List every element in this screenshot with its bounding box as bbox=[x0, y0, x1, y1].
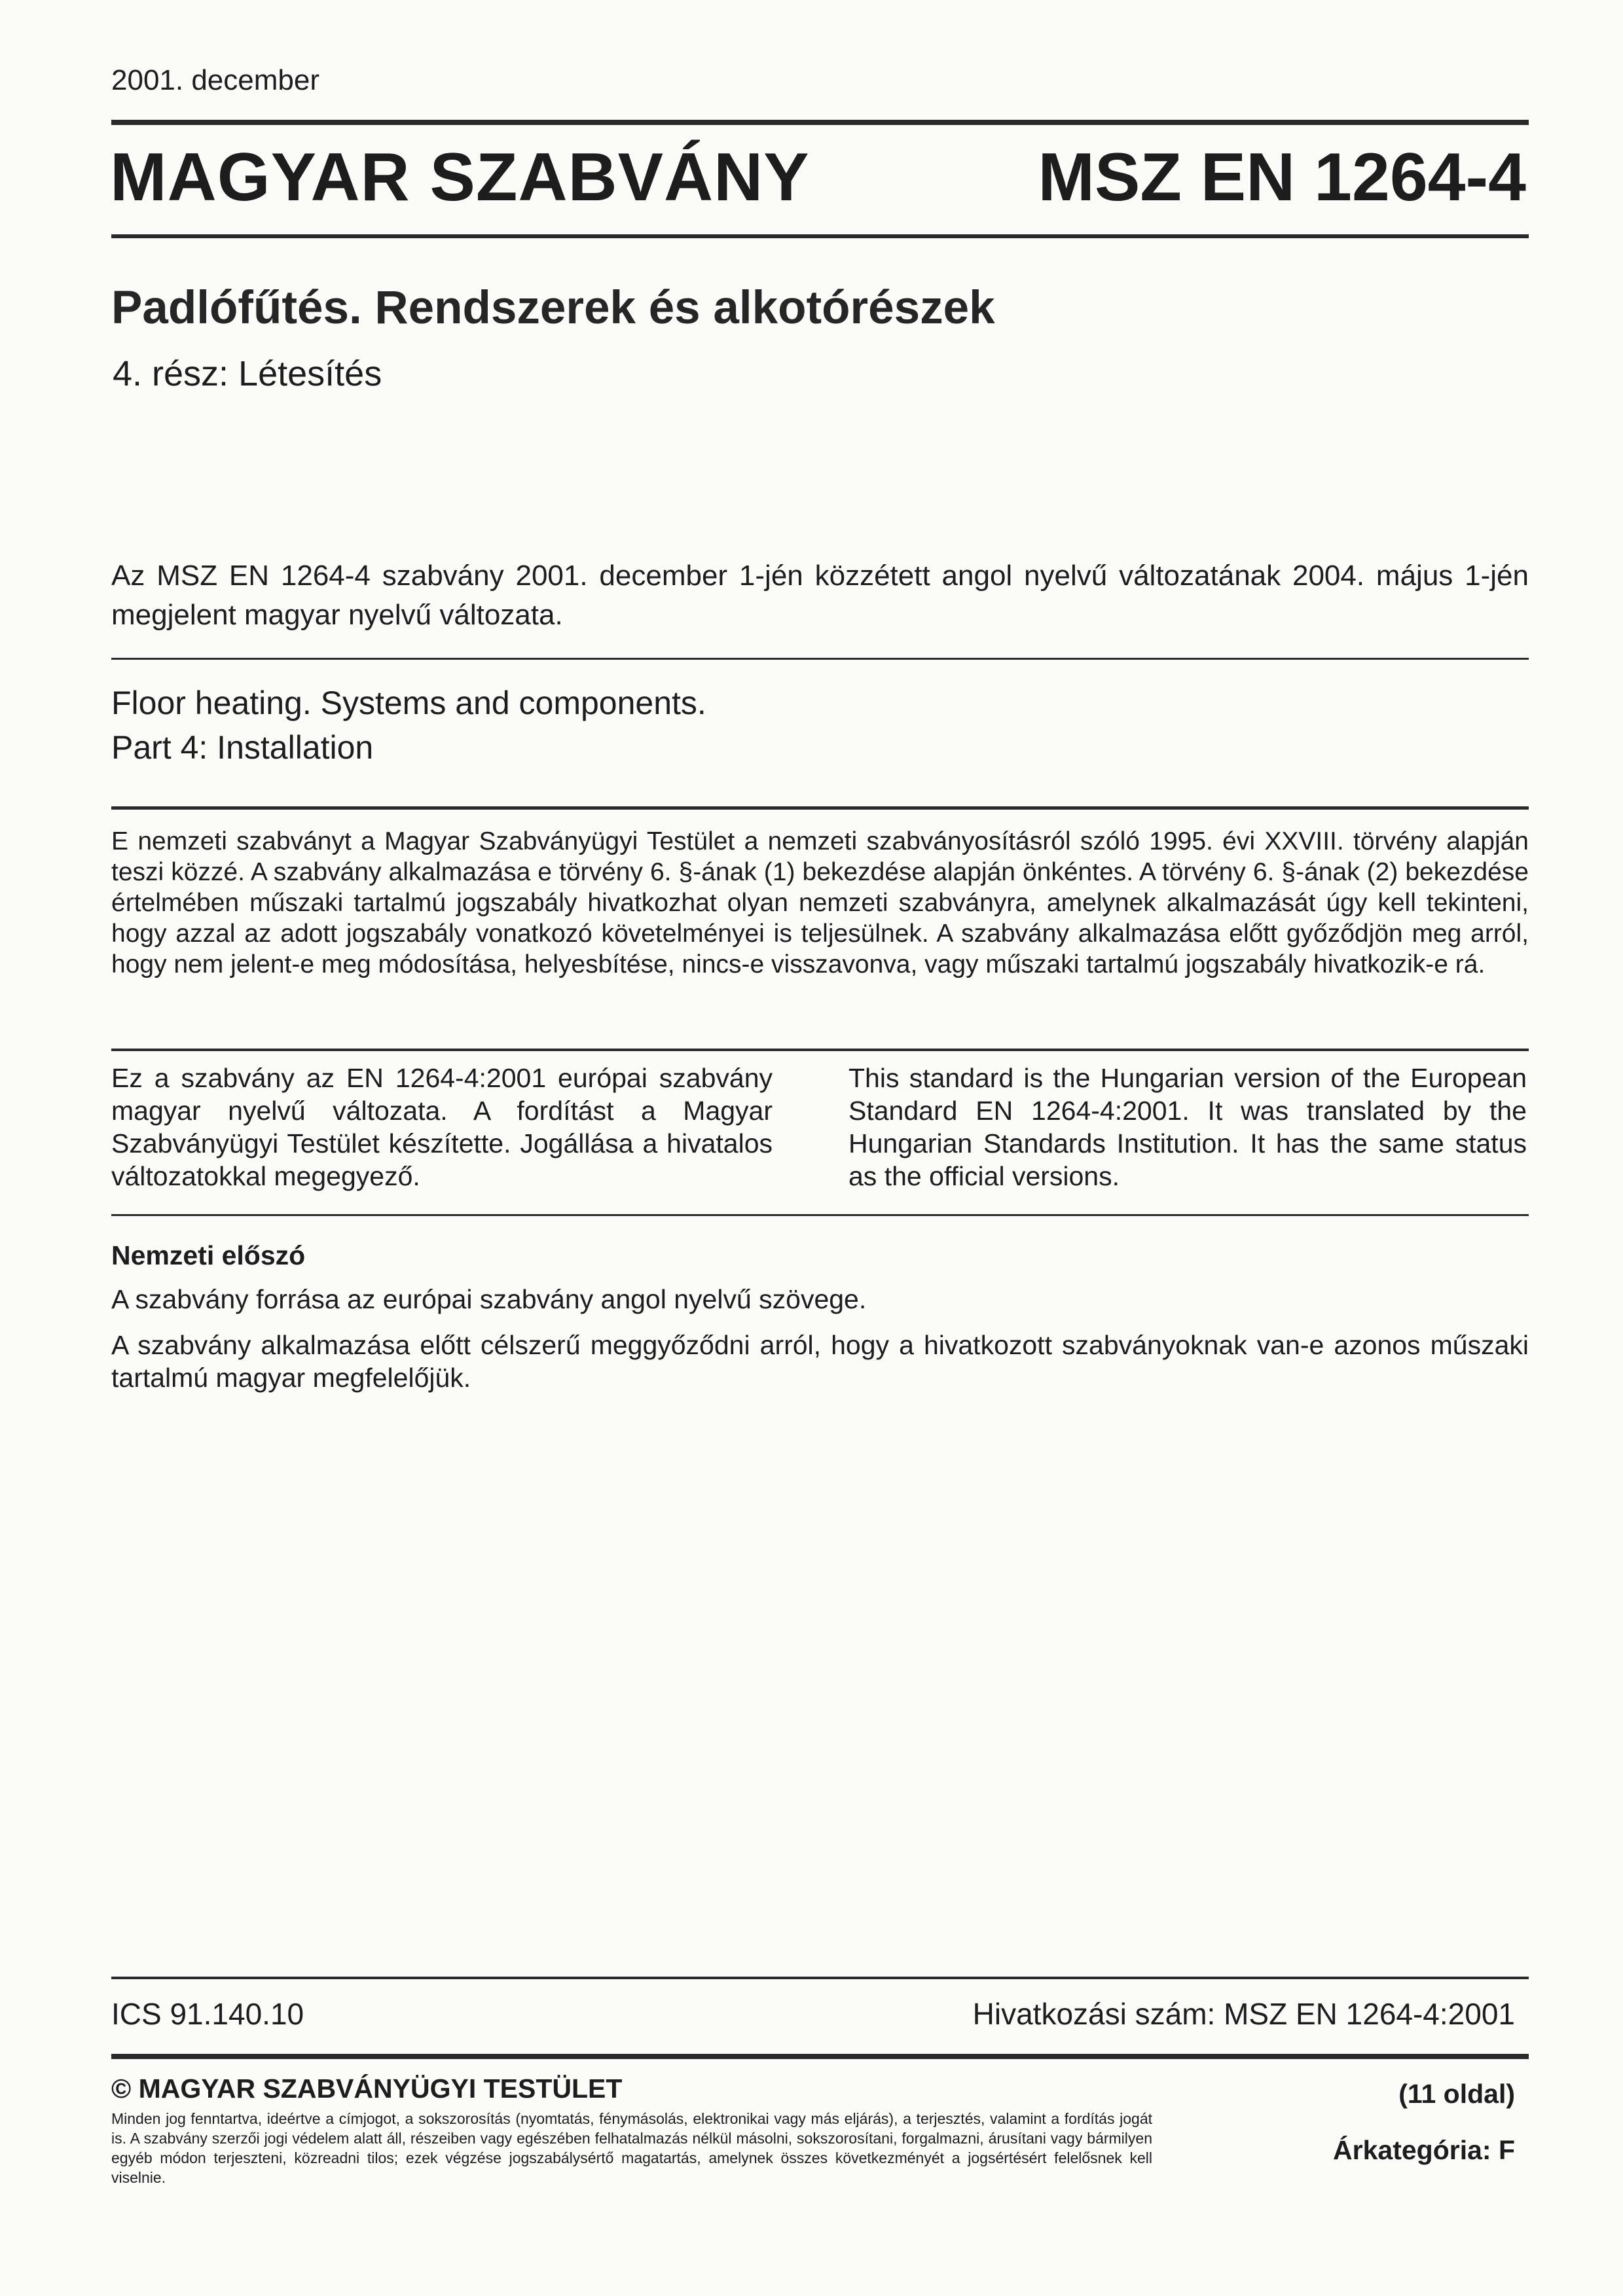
footer-top-rule bbox=[111, 1977, 1529, 1979]
english-part-line: Part 4: Installation bbox=[111, 729, 374, 766]
legal-notice: E nemzeti szabványt a Magyar Szabványügyi Testület a nemzeti szabványosításról szóló 1995. évi XXVIII. törvény alapján teszi közzé. A szabvány alkalmazása e törvény 6. §-ának (1) bekezdése alapján önkéntes. A törvény 6. §-ának (2) bekezdése értelmében műszaki tartalmú jogszabály hivatkozhat olyan nemzeti szabványra, amelynek alkalmazását úgy kell tekinteni, hogy azzal az adott jogszabály vonatkozó követelményei is teljesülnek. A szabvány alkalmazása előtt győződjön meg arról, hogy nem jelent-e meg módosítása, helyesbítése, nincs-e visszavonva, vagy műszaki tartalmú jogszabály hivatkozik-e rá. bbox=[111, 827, 1529, 978]
document-title: Padlófűtés. Rendszerek és alkotórészek bbox=[111, 282, 995, 334]
copyright-holder: © MAGYAR SZABVÁNYÜGYI TESTÜLET bbox=[111, 2073, 623, 2104]
foreword-paragraph: A szabvány forrása az európai szabvány angol nyelvű szövege. bbox=[111, 1284, 867, 1314]
document-part-title: 4. rész: Létesítés bbox=[113, 354, 382, 393]
ics-code: ICS 91.140.10 bbox=[111, 1997, 304, 2031]
section-divider bbox=[111, 1049, 1529, 1051]
footer-bottom-rule bbox=[111, 2054, 1529, 2059]
section-divider bbox=[111, 1214, 1529, 1216]
header-bottom-rule bbox=[111, 234, 1529, 238]
foreword-heading: Nemzeti előszó bbox=[111, 1240, 306, 1270]
foreword-paragraph: A szabvány alkalmazása előtt célszerű meggyőződni arról, hogy a hivatkozott szabványoknak van-e azonos műszaki tartalmú magyar megfelelőjük. bbox=[111, 1330, 1529, 1393]
reference-number: Hivatkozási szám: MSZ EN 1264-4:2001 bbox=[972, 1997, 1515, 2031]
rights-notice: Minden jog fenntartva, ideértve a címjogot, a sokszorosítás (nyomtatás, fénymásolás, elektronikai vagy más eljárás), a terjesztés, valamint a fordítás jogát is. A szabvány szerzői jogi védelem alatt áll, részeiben vagy egészében felhatalmazás nélkül másolni, sokszorosítani, forgalmazni, árusítani vagy bármilyen egyéb módon terjeszteni, közreadni tilos; ezek végzése jogszabálysértő magatartás, amelynek összes következményét a jogsértésért felelősnek kell viselnie. bbox=[111, 2110, 1152, 2186]
price-category: Árkategória: F bbox=[1333, 2135, 1515, 2165]
english-title-line: Floor heating. Systems and components. bbox=[111, 685, 706, 721]
section-divider bbox=[111, 806, 1529, 810]
page-count: (11 oldal) bbox=[1398, 2079, 1515, 2109]
english-title bbox=[111, 681, 706, 770]
standard-brand: MAGYAR SZABVÁNY bbox=[110, 139, 810, 215]
section-divider bbox=[111, 658, 1529, 660]
status-english: This standard is the Hungarian version of the European Standard EN 1264-4:2001. It was translated by the Hungarian Standards Institution. It has the same status as the official versions. bbox=[848, 1063, 1527, 1191]
standard-number: MSZ EN 1264-4 bbox=[1038, 139, 1526, 215]
header-top-rule bbox=[111, 120, 1529, 125]
publication-note: Az MSZ EN 1264-4 szabvány 2001. december 1-jén közzétett angol nyelvű változatának 2004. május 1-jén megjelent magyar nyelvű változata. bbox=[111, 560, 1529, 631]
status-hungarian: Ez a szabvány az EN 1264-4:2001 európai szabvány magyar nyelvű változata. A fordítást a Magyar Szabványügyi Testület készítette. Jogállása a hivatalos változatokkal megegyező. bbox=[111, 1063, 773, 1191]
issue-date: 2001. december bbox=[111, 64, 319, 96]
